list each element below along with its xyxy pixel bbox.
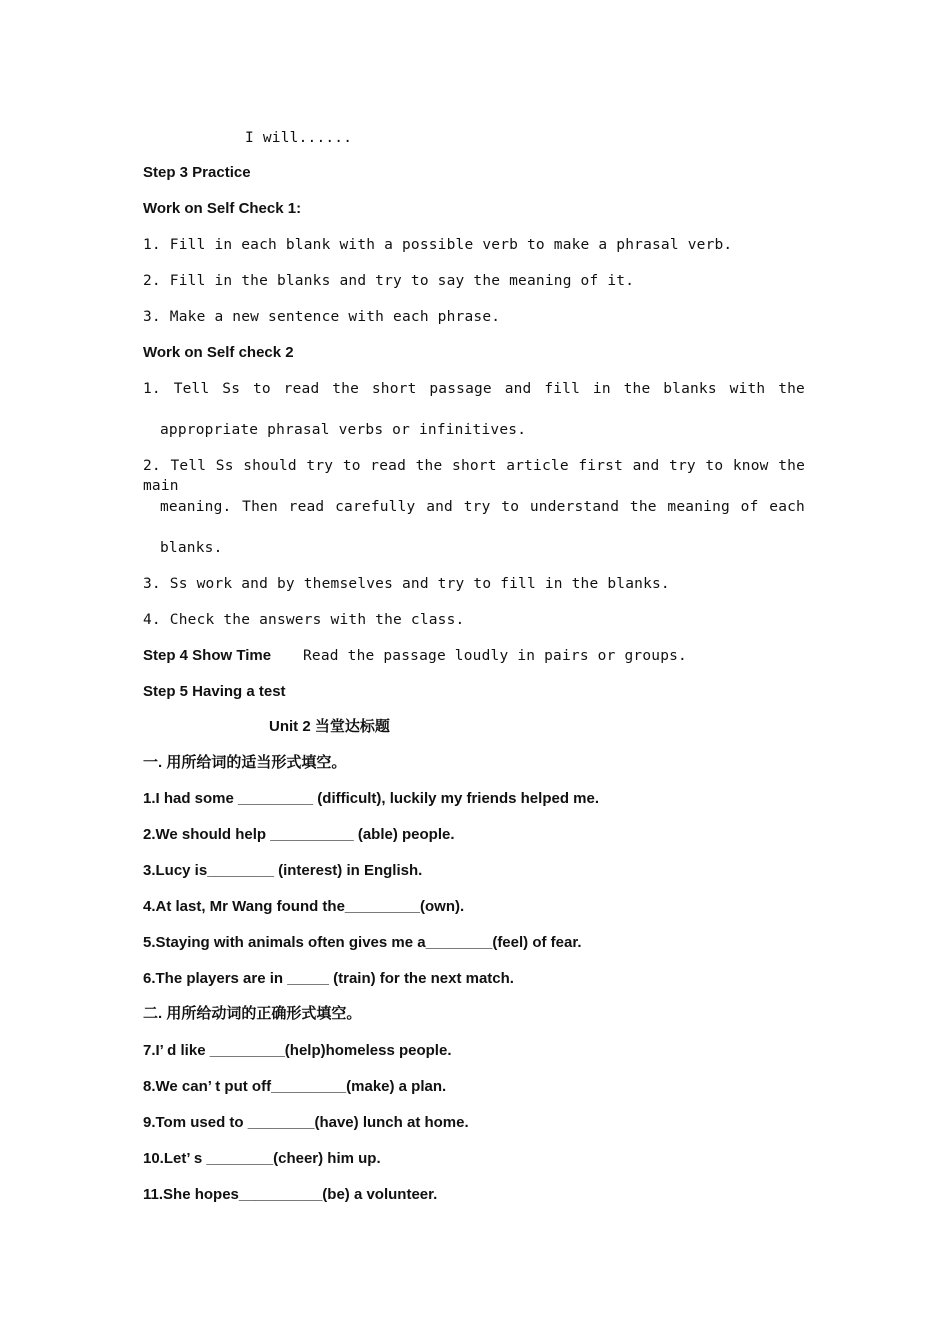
step5-heading: Step 5 Having a test <box>143 683 286 700</box>
section2-question: 8.We can’ t put off_________(make) a plan. <box>143 1078 447 1095</box>
self-check-2-item-2-line3: blanks. <box>160 540 223 556</box>
test-title: Unit 2 当堂达标题 <box>269 718 390 735</box>
section1-question: 5.Staying with animals often gives me a________(feel) of fear. <box>143 934 582 951</box>
self-check-2-item-1-line2: appropriate phrasal verbs or infinitives. <box>160 422 527 438</box>
section2-question: 9.Tom used to ________(have) lunch at home. <box>143 1114 469 1131</box>
self-check-2-item-2-line2: meaning. Then read carefully and try to understand the meaning of each <box>160 499 805 515</box>
self-check-2-item-3: 3. Ss work and by themselves and try to fill in the blanks. <box>143 576 670 592</box>
self-check-1-heading: Work on Self Check 1: <box>143 200 302 217</box>
step4-heading: Step 4 Show Time <box>143 647 272 664</box>
intro-line: I will...... <box>245 130 353 146</box>
section1-question: 3.Lucy is________ (interest) in English. <box>143 862 423 879</box>
section2-question: 11.She hopes__________(be) a volunteer. <box>143 1186 438 1203</box>
section1-question: 4.At last, Mr Wang found the_________(own). <box>143 898 465 915</box>
section1-question: 1.I had some _________ (difficult), luckily my friends helped me. <box>143 790 599 807</box>
self-check-1-item: 1. Fill in each blank with a possible verb to make a phrasal verb. <box>143 237 733 253</box>
self-check-1-item: 3. Make a new sentence with each phrase. <box>143 309 501 325</box>
step4-text: Read the passage loudly in pairs or groups. <box>303 648 687 664</box>
section1-question: 6.The players are in _____ (train) for the next match. <box>143 970 514 987</box>
step3-heading: Step 3 Practice <box>143 164 251 181</box>
section2-title: 二. 用所给动词的正确形式填空。 <box>143 1005 362 1022</box>
self-check-1-item: 2. Fill in the blanks and try to say the meaning of it. <box>143 273 635 289</box>
self-check-2-item-2-line1: 2. Tell Ss should try to read the short article first and try to know the main <box>143 458 805 494</box>
section1-question: 2.We should help __________ (able) people. <box>143 826 455 843</box>
self-check-2-item-4: 4. Check the answers with the class. <box>143 612 465 628</box>
section2-question: 10.Let’ s ________(cheer) him up. <box>143 1150 381 1167</box>
self-check-2-item-1-line1: 1. Tell Ss to read the short passage and fill in the blanks with the <box>143 381 805 397</box>
self-check-2-heading: Work on Self check 2 <box>143 344 294 361</box>
section2-question: 7.I’ d like _________(help)homeless people. <box>143 1042 452 1059</box>
section1-title: 一. 用所给词的适当形式填空。 <box>143 754 347 771</box>
